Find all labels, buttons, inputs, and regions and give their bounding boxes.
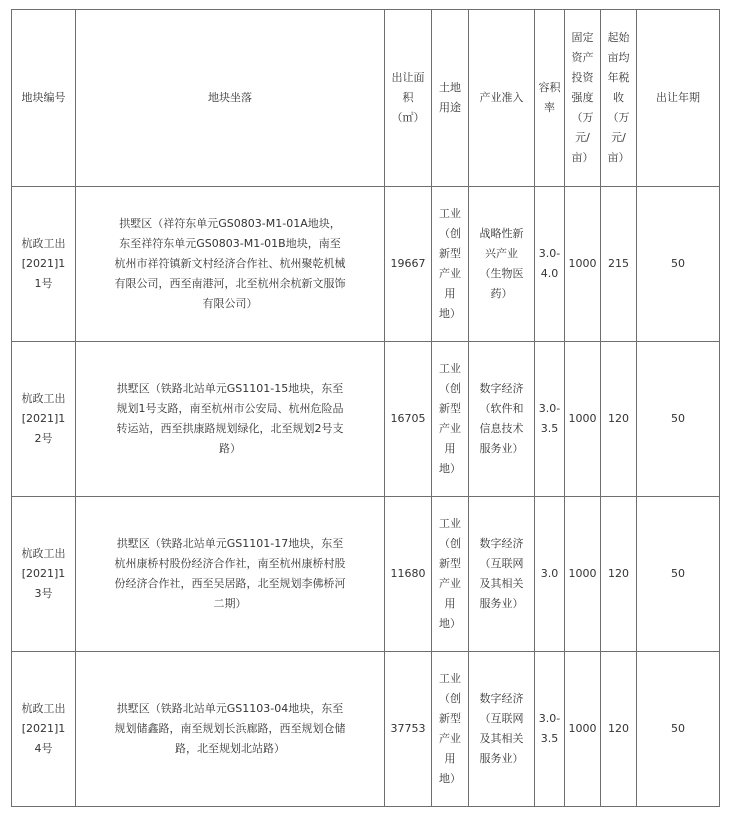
cell-area: 16705 [385, 342, 432, 497]
header-land-use: 土地用途 [432, 10, 469, 187]
cell-tax: 215 [601, 187, 637, 342]
cell-area: 19667 [385, 187, 432, 342]
cell-investment: 1000 [565, 187, 601, 342]
header-tax: 起始亩均年税收（万元/亩） [601, 10, 637, 187]
header-term: 出让年期 [637, 10, 720, 187]
cell-far: 3.0 [535, 497, 565, 652]
cell-location: 拱墅区（铁路北站单元GS1103-04地块，东至规划储鑫路，南至规划长浜廊路，西至规划仓储路，北至规划北站路） [76, 652, 385, 807]
cell-plot-id: 杭政工出[2021]12号 [12, 342, 76, 497]
cell-plot-id: 杭政工出[2021]13号 [12, 497, 76, 652]
table-row [12, 187, 720, 342]
cell-investment: 1000 [565, 652, 601, 807]
table-row [12, 342, 720, 497]
cell-industry: 战略性新兴产业（生物医药） [469, 187, 535, 342]
cell-tax: 120 [601, 652, 637, 807]
header-location: 地块坐落 [76, 10, 385, 187]
cell-land-use: 工业（创新型产业用地） [432, 187, 469, 342]
header-industry: 产业准入 [469, 10, 535, 187]
cell-investment: 1000 [565, 497, 601, 652]
cell-term: 50 [637, 497, 720, 652]
cell-term: 50 [637, 187, 720, 342]
cell-location: 拱墅区（铁路北站单元GS1101-15地块，东至规划1号支路，南至杭州市公安局、杭州危险品转运站，西至拱康路规划绿化，北至规划2号支路） [76, 342, 385, 497]
cell-term: 50 [637, 342, 720, 497]
table-header-row [12, 10, 720, 187]
cell-plot-id: 杭政工出[2021]14号 [12, 652, 76, 807]
cell-area: 11680 [385, 497, 432, 652]
cell-location: 拱墅区（铁路北站单元GS1101-17地块，东至杭州康桥村股份经济合作社，南至杭州康桥村股份经济合作社，西至吴居路，北至规划李佛桥河二期） [76, 497, 385, 652]
cell-land-use: 工业（创新型产业用地） [432, 497, 469, 652]
cell-industry: 数字经济（互联网及其相关服务业） [469, 652, 535, 807]
cell-industry: 数字经济（互联网及其相关服务业） [469, 497, 535, 652]
cell-tax: 120 [601, 497, 637, 652]
cell-far: 3.0-4.0 [535, 187, 565, 342]
cell-industry: 数字经济（软件和信息技术服务业） [469, 342, 535, 497]
cell-investment: 1000 [565, 342, 601, 497]
table-row [12, 652, 720, 807]
header-area: 出让面积（㎡） [385, 10, 432, 187]
cell-location: 拱墅区（祥符东单元GS0803-M1-01A地块，东至祥符东单元GS0803-M1-01B地块，南至杭州市祥符镇新文村经济合作社、杭州聚乾机械有限公司，西至南港河，北至杭州余杭新文服饰有限公司） [76, 187, 385, 342]
cell-far: 3.0-3.5 [535, 342, 565, 497]
header-investment: 固定资产投资强度（万元/亩） [565, 10, 601, 187]
table-row [12, 497, 720, 652]
header-plot-id: 地块编号 [12, 10, 76, 187]
land-transfer-table [11, 9, 720, 807]
cell-land-use: 工业（创新型产业用地） [432, 342, 469, 497]
cell-land-use: 工业（创新型产业用地） [432, 652, 469, 807]
cell-term: 50 [637, 652, 720, 807]
cell-plot-id: 杭政工出[2021]11号 [12, 187, 76, 342]
cell-far: 3.0-3.5 [535, 652, 565, 807]
cell-area: 37753 [385, 652, 432, 807]
header-far: 容积率 [535, 10, 565, 187]
cell-tax: 120 [601, 342, 637, 497]
land-transfer-table-container [11, 9, 720, 807]
